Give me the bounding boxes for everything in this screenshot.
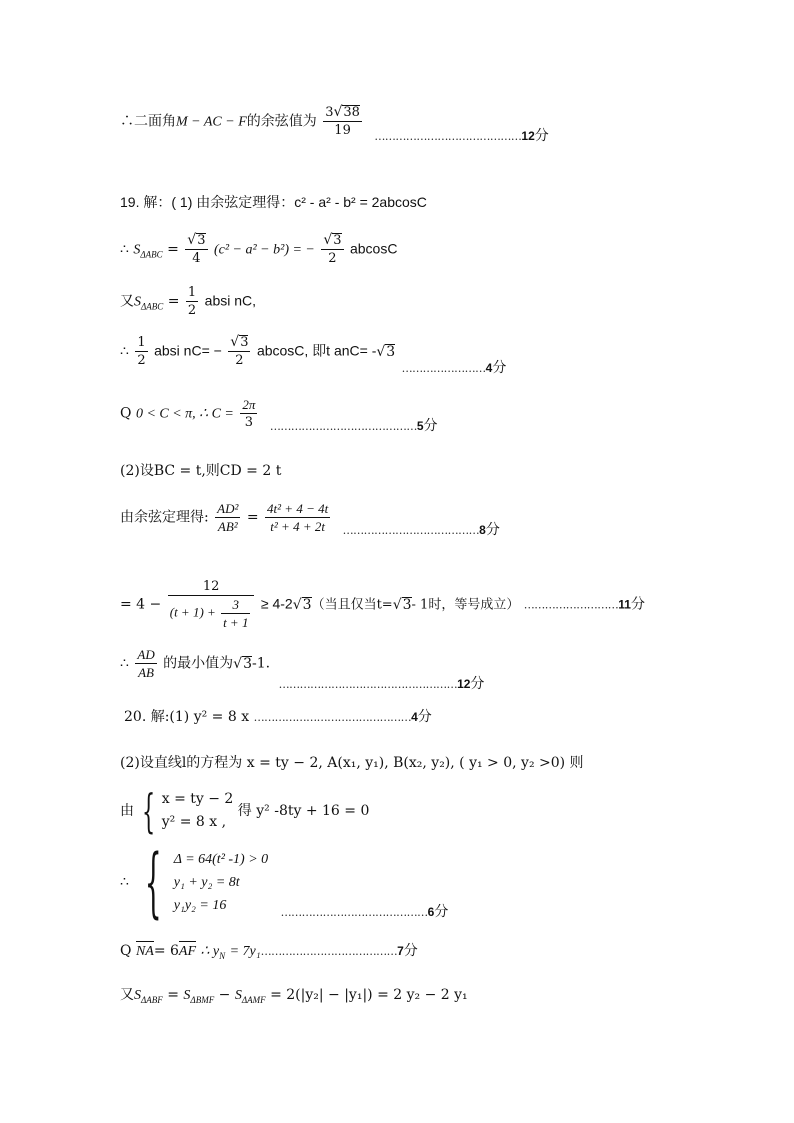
leader-dots: ……………………………………… bbox=[253, 711, 412, 724]
line-C-value bbox=[120, 396, 438, 435]
fraction: $\frac{√3}{2}$ bbox=[230, 334, 249, 368]
radicand: 3 bbox=[302, 596, 312, 613]
math: = 2(|y₂| − |y₁|) = 2 y₂ − 2 y₁ bbox=[270, 987, 468, 1003]
num: AD² bbox=[217, 501, 239, 516]
because-symbol: Q bbox=[120, 943, 132, 959]
math: absi nC, bbox=[204, 292, 257, 309]
math: M − AC − F bbox=[176, 114, 247, 130]
math: S bbox=[183, 988, 191, 1003]
line-system-1 bbox=[120, 784, 370, 838]
den: 4 bbox=[192, 251, 201, 266]
score: 6 bbox=[427, 905, 435, 919]
text: ∴二面角 bbox=[120, 113, 176, 130]
text: 19. 解：( 1) 由余弦定理得： bbox=[120, 194, 295, 210]
subscript: ΔABC bbox=[140, 249, 163, 260]
line-ratio-formula bbox=[120, 500, 500, 539]
radicand: 3 bbox=[386, 343, 396, 360]
radicand: 3 bbox=[402, 596, 412, 613]
math: = bbox=[167, 987, 179, 1003]
den: 2 bbox=[235, 353, 244, 368]
math: (c² − a² − b²) = − bbox=[213, 242, 315, 258]
leader-dots: …………………………………… bbox=[269, 419, 417, 433]
num: 12 bbox=[168, 578, 255, 596]
fraction: $\frac{3√38}{19}$ bbox=[325, 104, 360, 138]
leader-dots: …………………………………… bbox=[280, 906, 428, 919]
equation: x = ty − 2 bbox=[161, 791, 234, 807]
inner-fraction bbox=[221, 596, 250, 631]
therefore-symbol: ∴ bbox=[120, 874, 129, 890]
therefore-symbol: ∴ bbox=[120, 241, 129, 258]
line-vector bbox=[120, 940, 418, 961]
subscript: ΔAMF bbox=[241, 994, 266, 1005]
score: 4 bbox=[485, 360, 493, 375]
fraction: $\frac{√3}{2}$ bbox=[323, 232, 342, 266]
brace: { bbox=[142, 784, 156, 838]
text: 由 bbox=[120, 803, 134, 819]
line-area-formula bbox=[120, 232, 397, 267]
den: 3 bbox=[244, 415, 253, 430]
radicand: 3 bbox=[240, 335, 249, 350]
fraction: $\frac{√3}{4}$ bbox=[187, 232, 206, 266]
math: 得 y² -8ty + 16 = 0 bbox=[237, 803, 370, 819]
text: （当且仅当t= bbox=[311, 597, 393, 613]
radicand: 3 bbox=[197, 233, 206, 248]
text: 由余弦定理得: bbox=[120, 509, 209, 526]
math: S bbox=[134, 294, 141, 310]
line-area-sine bbox=[120, 284, 256, 319]
leader-dots: ……………………… bbox=[523, 598, 619, 612]
math: ∴ y bbox=[200, 944, 220, 959]
math: S bbox=[134, 988, 141, 1003]
fraction bbox=[240, 396, 257, 431]
text: 又 bbox=[120, 987, 134, 1003]
line-area-difference bbox=[120, 984, 468, 1005]
math: = bbox=[246, 509, 259, 526]
score: 5 bbox=[416, 418, 424, 433]
score-unit: 分 bbox=[403, 943, 418, 959]
equation-system bbox=[162, 788, 234, 834]
score-unit: 分 bbox=[417, 709, 432, 725]
score: 8 bbox=[479, 522, 486, 537]
fraction bbox=[135, 646, 156, 681]
num: AD bbox=[137, 647, 155, 662]
text: 的最小值为 bbox=[163, 655, 234, 672]
score-unit: 分 bbox=[434, 904, 449, 920]
math: c² - a² - b² = 2abcosC bbox=[294, 194, 427, 210]
therefore-symbol: ∴ bbox=[120, 343, 129, 360]
math: = bbox=[167, 241, 179, 258]
math: − bbox=[218, 987, 231, 1003]
den: 2 bbox=[187, 303, 197, 318]
math: ≥ 4-2 bbox=[260, 595, 293, 612]
line-system-2 bbox=[120, 837, 449, 926]
score: 11 bbox=[618, 597, 631, 612]
score-unit: 分 bbox=[630, 596, 645, 613]
score-unit: 分 bbox=[423, 417, 438, 434]
score-unit: 分 bbox=[470, 675, 485, 692]
num: 3 bbox=[221, 596, 250, 614]
score-unit: 分 bbox=[485, 521, 500, 538]
because-symbol: Q bbox=[120, 405, 132, 422]
line-inequality: = 4 − 12 (t + 1) + $\frac{3}{t + 1}$ ≥ 4-2√3（当且仅当t=√3- 1时，等号成立） ………………………11分 bbox=[120, 579, 645, 630]
subscript: ΔABC bbox=[141, 301, 164, 312]
line-dihedral-cosine bbox=[120, 104, 549, 145]
math: S bbox=[234, 988, 242, 1003]
score-unit: 分 bbox=[492, 359, 507, 376]
radicand: 3 bbox=[333, 233, 342, 248]
score: 12 bbox=[521, 128, 535, 143]
equation: y² = 8 x , bbox=[161, 814, 227, 830]
math: S bbox=[133, 242, 141, 258]
fraction bbox=[168, 578, 255, 631]
text: 又 bbox=[120, 293, 134, 310]
math: 0 < C < π, ∴ C = bbox=[135, 406, 234, 422]
den: AB bbox=[138, 665, 154, 680]
den: 2 bbox=[137, 353, 146, 368]
line-tanC: ∴ $\frac{1}{2}$ absi nC= − $\frac{√3}{2}$ abcosC, 即t anC= -√3 ……………………4分 bbox=[120, 334, 507, 376]
math: = 7y₁ bbox=[229, 944, 261, 959]
fraction bbox=[215, 500, 240, 535]
subscript: ΔABF bbox=[141, 994, 163, 1005]
line-minimum: ∴ $\frac{AD}{AB}$ 的最小值为√3-1. ……………………………………………12分 bbox=[120, 647, 485, 692]
subscript: ΔBMF bbox=[190, 994, 215, 1005]
leader-dots: ………………………………… bbox=[342, 523, 480, 537]
den: (t + 1) + bbox=[169, 604, 216, 620]
fraction bbox=[186, 284, 198, 319]
den: AB² bbox=[217, 519, 238, 534]
math: absi nC= − bbox=[154, 342, 222, 359]
math: abcosC bbox=[349, 240, 398, 257]
leader-dots: …………………… bbox=[401, 361, 486, 375]
equation: y₁y₂ = 16 bbox=[173, 897, 227, 913]
num: 3 bbox=[325, 105, 334, 120]
math: = bbox=[167, 293, 180, 310]
math: = 4 − bbox=[120, 596, 162, 613]
math: -1. bbox=[252, 655, 271, 672]
fraction bbox=[135, 334, 147, 369]
den: t + 1 bbox=[223, 615, 249, 630]
math: = 6 bbox=[153, 943, 179, 959]
vector: AF bbox=[178, 944, 197, 959]
score-unit: 分 bbox=[534, 127, 549, 144]
score: 7 bbox=[397, 944, 404, 958]
fraction bbox=[265, 500, 330, 535]
score: 12 bbox=[457, 676, 471, 691]
den: 2 bbox=[328, 251, 337, 266]
line-q19-start bbox=[120, 192, 427, 212]
subscript: N bbox=[219, 950, 226, 961]
text: 的余弦值为 bbox=[246, 113, 317, 130]
vector: NA bbox=[135, 944, 154, 959]
leader-dots: …………………………………… bbox=[374, 129, 522, 143]
den: 19 bbox=[334, 123, 351, 138]
brace: { bbox=[144, 837, 162, 926]
math: abcosC, 即t anC= - bbox=[256, 342, 377, 359]
radicand: 38 bbox=[343, 105, 360, 120]
leader-dots: ………………………………… bbox=[260, 945, 398, 958]
line-part2-setup bbox=[120, 460, 281, 480]
equation-system bbox=[174, 848, 268, 917]
num: 1 bbox=[187, 285, 197, 300]
equation: Δ = 64(t² -1) > 0 bbox=[173, 851, 269, 867]
radicand: 3 bbox=[243, 655, 253, 672]
score: 4 bbox=[411, 710, 418, 724]
den: t² + 4 + 2t bbox=[270, 519, 325, 534]
therefore-symbol: ∴ bbox=[120, 655, 129, 672]
line-q20-part2 bbox=[120, 752, 584, 772]
line-q20-part1 bbox=[124, 706, 432, 726]
text: (2)设直线l的方程为 x = ty − 2, A(x₁, y₁), B(x₂, y₂), ( y₁ > 0, y₂ >0) 则 bbox=[120, 755, 584, 771]
equation: y₁ + y₂ = 8t bbox=[173, 874, 240, 890]
text: - 1时，等号成立） bbox=[411, 597, 520, 613]
num: 1 bbox=[137, 335, 146, 350]
num: 2π bbox=[242, 397, 256, 412]
leader-dots: …………………………………………… bbox=[278, 677, 458, 691]
math: 20. 解:(1) y² = 8 x bbox=[124, 709, 250, 725]
text: (2)设BC = t,则CD = 2 t bbox=[120, 463, 282, 479]
num: 4t² + 4 − 4t bbox=[267, 501, 329, 516]
